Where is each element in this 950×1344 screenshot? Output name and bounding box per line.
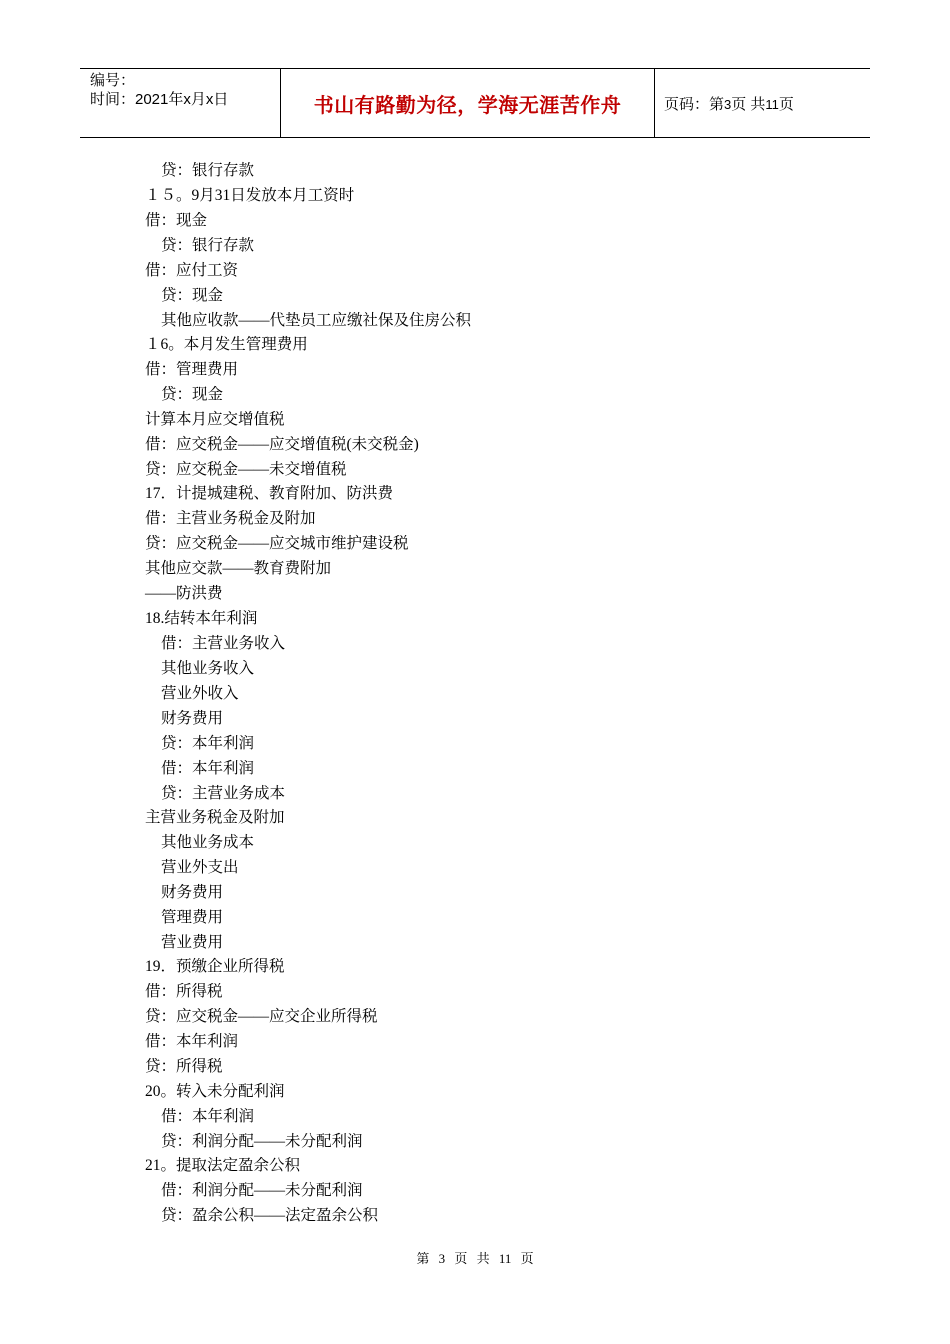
text-line: ——防洪费 <box>145 585 223 602</box>
text-line: 借：所得税 <box>145 983 223 1000</box>
text-line: 借：本年利润 <box>161 760 255 777</box>
text-line: 营业费用 <box>161 934 224 951</box>
text-line: 贷：应交税金——应交企业所得税 <box>145 1008 378 1025</box>
header-page-cell <box>655 69 870 137</box>
text-line: １6。本月发生管理费用 <box>145 336 308 353</box>
text-line: 贷：银行存款 <box>161 237 255 254</box>
text-line: 其他业务收入 <box>161 660 255 677</box>
text-line: 贷：银行存款 <box>161 162 255 179</box>
text-line: 财务费用 <box>161 710 224 727</box>
text-line: 19．预缴企业所得税 <box>145 958 285 975</box>
page-current: 3 <box>724 96 732 112</box>
text-line: 营业外收入 <box>161 685 239 702</box>
text-line: 主营业务税金及附加 <box>145 809 285 826</box>
text-line: 借：应交税金——应交增值税(未交税金) <box>145 436 419 453</box>
text-line: 贷：应交税金——应交城市维护建设税 <box>145 535 409 552</box>
motto: 书山有路勤为径，学海无涯苦作舟 <box>313 94 622 117</box>
text-line: 借：本年利润 <box>161 1108 255 1125</box>
page-suffix: 页 <box>778 95 794 113</box>
text-line: 20。转入未分配利润 <box>145 1083 285 1100</box>
text-line: 18.结转本年利润 <box>145 610 258 627</box>
text-line: 贷：现金 <box>161 287 224 304</box>
text-line: 借：主营业务收入 <box>161 635 286 652</box>
text-line: 借：管理费用 <box>145 361 239 378</box>
number-label: 编号： <box>90 72 136 89</box>
page-footer: 第 3 页 共 11 页 <box>416 1251 534 1266</box>
text-line: 借：主营业务税金及附加 <box>145 510 316 527</box>
page-header <box>80 68 870 138</box>
text-line: 借：应付工资 <box>145 262 239 279</box>
page-info <box>655 93 794 114</box>
text-line: 营业外支出 <box>161 859 239 876</box>
text-line: 贷：盈余公积——法定盈余公积 <box>161 1207 379 1224</box>
text-line: 其他应收款——代垫员工应缴社保及住房公积 <box>161 312 472 329</box>
text-line: 贷：主营业务成本 <box>161 785 286 802</box>
text-line: 21。提取法定盈余公积 <box>145 1157 301 1174</box>
text-line: 借：本年利润 <box>145 1033 239 1050</box>
page-mid: 页 共 <box>731 95 766 113</box>
page-prefix: 页码：第 <box>664 95 725 113</box>
time-label: 时间：2021年x月x日 <box>90 91 229 108</box>
text-line: 贷：本年利润 <box>161 735 255 752</box>
text-line: 计算本月应交增值税 <box>145 411 285 428</box>
text-line: 其他业务成本 <box>161 834 255 851</box>
header-meta-cell <box>80 69 281 137</box>
text-line: 17．计提城建税、教育附加、防洪费 <box>145 485 394 502</box>
text-line: 管理费用 <box>161 909 224 926</box>
text-line: 贷：现金 <box>161 386 224 403</box>
text-line: 贷：所得税 <box>145 1058 223 1075</box>
header-motto-cell <box>281 69 655 137</box>
text-line: 借：利润分配——未分配利润 <box>161 1182 363 1199</box>
text-line: 贷：利润分配——未分配利润 <box>161 1133 363 1150</box>
text-line: １５。9月31日发放本月工资时 <box>145 187 355 204</box>
text-line: 其他应交款——教育费附加 <box>145 560 332 577</box>
text-line: 贷：应交税金——未交增值税 <box>145 461 347 478</box>
page-total: 11 <box>765 96 779 112</box>
text-line: 借：现金 <box>145 212 208 229</box>
text-line: 财务费用 <box>161 884 224 901</box>
